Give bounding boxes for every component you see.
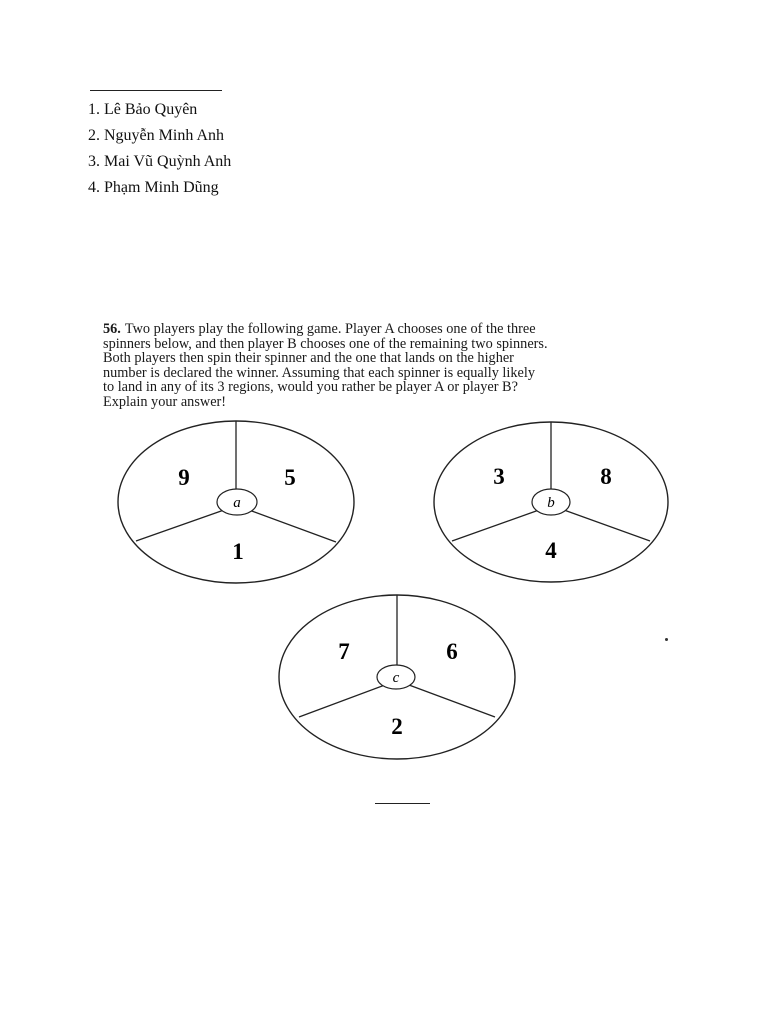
spinner-b-top-right: 8 (600, 464, 612, 489)
problem-line-1: 56. Two players play the following game. Player A chooses one of the three (103, 321, 536, 337)
member-3: 3. Mai Vũ Quỳnh Anh (88, 153, 232, 170)
spinner-c-label: c (392, 670, 400, 686)
problem-line-5: to land in any of its 3 regions, would you rather be player A or player B? (103, 379, 518, 396)
spinner-c (279, 595, 515, 759)
spinner-a-bottom: 1 (232, 539, 244, 564)
spinner-c-top-right: 6 (446, 639, 458, 664)
problem-number: 56. (103, 321, 121, 337)
problem-line-4: number is declared the winner. Assuming that each spinner is equally likely (103, 364, 535, 381)
spinner-a-label: a (233, 495, 241, 511)
member-2: 2. Nguyễn Minh Anh (88, 127, 224, 144)
stray-dot (665, 638, 668, 641)
spinner-a (118, 421, 354, 583)
problem-line-2: spinners below, and then player B chooses one of the remaining two spinners. (103, 335, 548, 352)
spinner-b-bottom: 4 (545, 538, 557, 563)
spinner-c-bottom: 2 (391, 714, 403, 739)
spinner-a-top-right: 5 (284, 465, 296, 490)
bottom-rule (375, 803, 430, 804)
spinner-c-top-left: 7 (338, 639, 350, 664)
spinner-a-top-left: 9 (178, 465, 190, 490)
spinner-b-label: b (547, 495, 555, 511)
spinner-b-top-left: 3 (493, 464, 505, 489)
member-4: 4. Phạm Minh Dũng (88, 179, 219, 196)
member-1: 1. Lê Bảo Quyên (88, 101, 198, 118)
problem-line-6: Explain your answer! (103, 393, 227, 410)
spinner-b (434, 422, 668, 582)
problem-line-3: Both players then spin their spinner and the one that lands on the higher (103, 350, 514, 367)
